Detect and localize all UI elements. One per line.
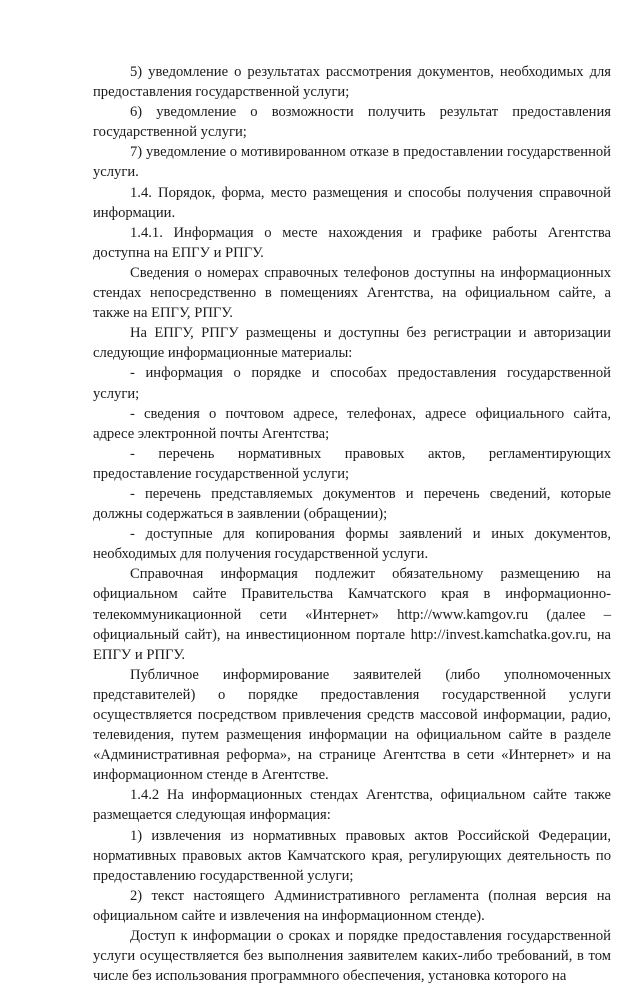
list-item-notice-refusal: 7) уведомление о мотивированном отказе в предоставлении государственной услуги. xyxy=(93,144,611,181)
paragraph-portal-materials: На ЕПГУ, РПГУ размещены и доступны без регистрации и авторизации следующие информационные материалы: xyxy=(93,325,611,362)
paragraph-access-info: Доступ к информации о сроках и порядке предоставления государственной услуги осуществляется без выполнения заявителем каких-либо требований, в том числе без использования программного обеспечения, установка которого на xyxy=(93,928,611,985)
bullet-item-legal-acts: - перечень нормативных правовых актов, регламентирующих предоставление государственной услуги; xyxy=(93,445,611,482)
paragraph-public-informing: Публичное информирование заявителей (либо уполномоченных представителей) о порядке предоставления государственной услуги осуществляется посредством привлечения средств массовой информации, радио, телевидения, путем размещения информации на официальном сайте в разделе «Административная реформа», на странице Агентства в сети «Интернет» и на информационном стенде в Агентстве. xyxy=(93,666,611,784)
list-item-notice-possibility: 6) уведомление о возможности получить результат предоставления государственной услуги; xyxy=(93,104,611,141)
paragraph-1-4-2: 1.4.2 На информационных стендах Агентства, официальном сайте также размещается следующая информация: xyxy=(93,787,611,824)
list-item-regulation-text: 2) текст настоящего Административного регламента (полная версия на официальном сайте и извлечения на информационном стенде). xyxy=(93,887,611,924)
section-heading-1-4: 1.4. Порядок, форма, место размещения и способы получения справочной информации. xyxy=(93,184,611,221)
paragraph-1-4-1: 1.4.1. Информация о месте нахождения и графике работы Агентства доступна на ЕПГУ и РПГУ. xyxy=(93,224,611,261)
bullet-item-contacts: - сведения о почтовом адресе, телефонах, адресе официального сайта, адресе электронной почты Агентства; xyxy=(93,405,611,442)
list-item-notice-results: 5) уведомление о результатах рассмотрения документов, необходимых для предоставления государственной услуги; xyxy=(93,64,611,101)
bullet-item-forms: - доступные для копирования формы заявлений и иных документов, необходимых для получения государственной услуги. xyxy=(93,526,611,563)
bullet-item-procedure: - информация о порядке и способах предоставления государственной услуги; xyxy=(93,365,611,402)
paragraph-reference-info: Справочная информация подлежит обязательному размещению на официальном сайте Правительства Камчатского края в информационно-телекоммуникационной сети «Интернет» http://www.kamgov.ru (далее – официальный сайт), на инвестиционном портале http://invest.kamchatka.gov.ru, на ЕПГУ и РПГУ. xyxy=(93,566,611,663)
list-item-legal-extracts: 1) извлечения из нормативных правовых актов Российской Федерации, нормативных правовых актов Камчатского края, регулирующих деятельность по предоставлению государственной услуги; xyxy=(93,827,611,884)
bullet-item-documents-list: - перечень представляемых документов и перечень сведений, которые должны содержаться в заявлении (обращении); xyxy=(93,485,611,523)
document-page xyxy=(93,62,611,986)
paragraph-phone-info: Сведения о номерах справочных телефонов доступны на информационных стендах непосредственно в помещениях Агентства, на официальном сайте, а также на ЕПГУ, РПГУ. xyxy=(93,264,611,322)
